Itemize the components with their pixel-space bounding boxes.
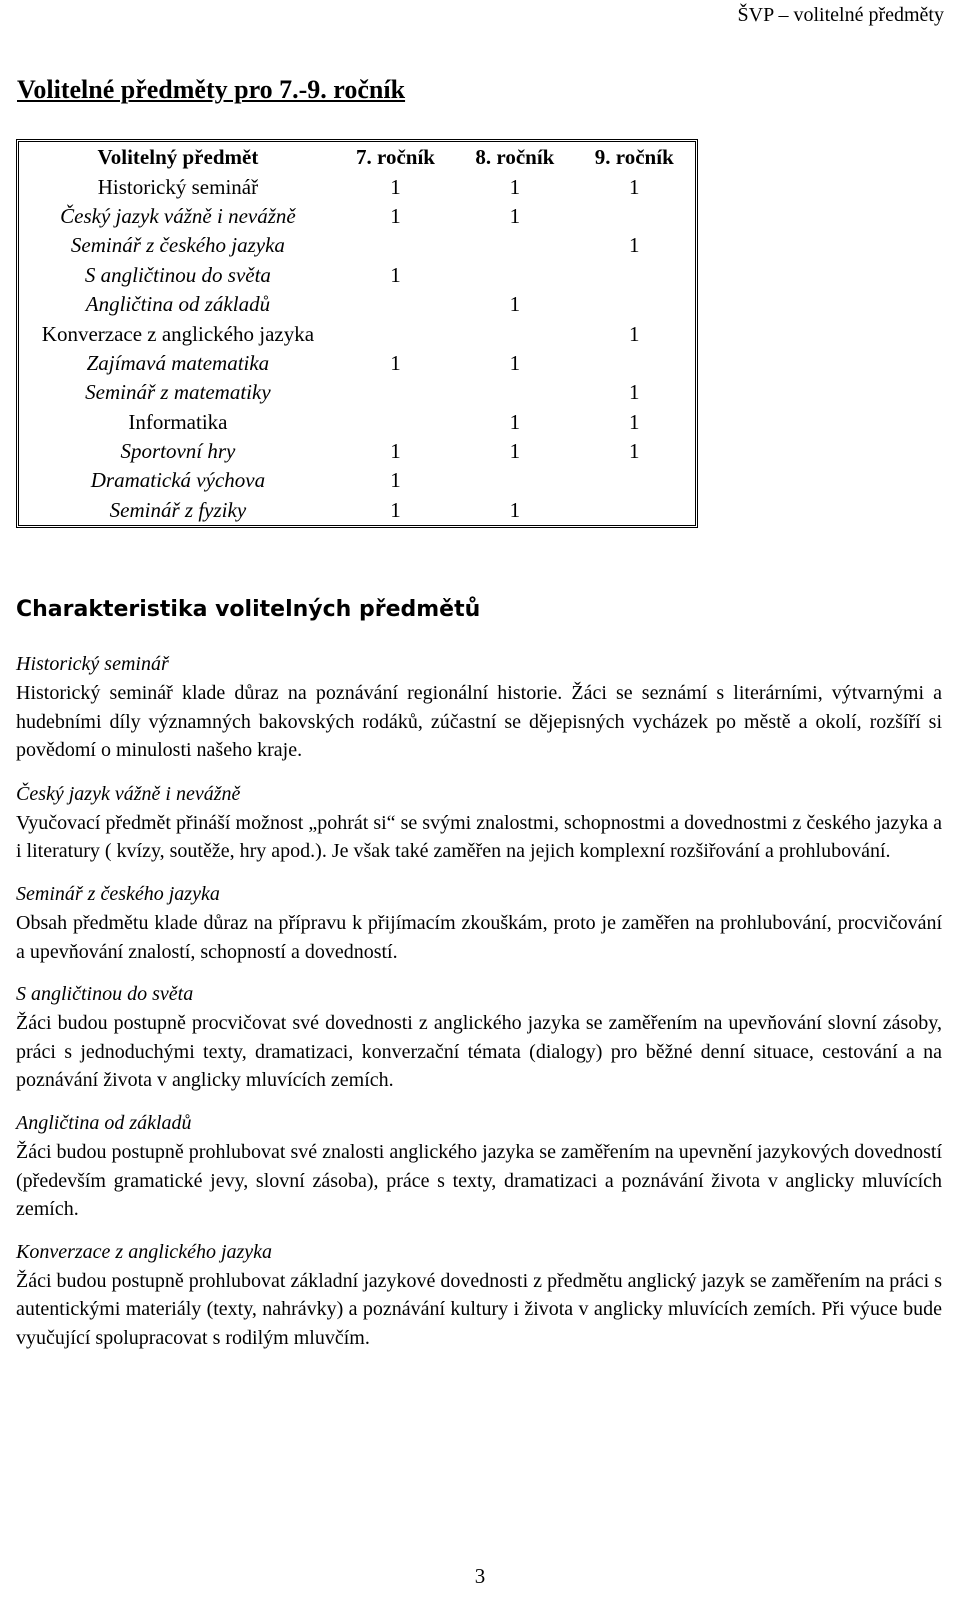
year-7-cell: 1 [390, 468, 401, 493]
subject-name: Seminář z matematiky [85, 380, 271, 405]
year-8-cell [455, 231, 574, 260]
subject-name: Seminář z fyziky [109, 497, 247, 522]
year-7-cell [336, 231, 455, 260]
year-7-cell [336, 408, 455, 437]
year-7-cell: 1 [390, 350, 401, 375]
year-9-cell: 1 [629, 174, 640, 199]
year-8-cell [455, 466, 574, 495]
year-7-cell [336, 378, 455, 407]
page-number: 3 [474, 1564, 486, 1588]
year-7-cell: 1 [390, 439, 401, 464]
subject-name: Konverzace z anglického jazyka [41, 321, 315, 346]
subject-name: S angličtinou do světa [84, 262, 271, 287]
column-header-year-7: 7. ročník [356, 145, 435, 170]
year-8-cell: 1 [509, 497, 521, 522]
description-anglictina-od-zakladu [16, 1109, 942, 1224]
subject-name: Angličtina od základů [85, 292, 271, 317]
year-8-cell: 1 [509, 203, 521, 228]
year-8-cell [455, 378, 574, 407]
description-text: Historický seminář klade důraz na poznávání regionální historie. Žáci se seznámí s literárními, výtvarnými a hudebními díly významných bakovských rodáků, zúčastní se dějepisných vycházek po městě a okolí, rozšíří si povědomí o minulosti našeho kraje. [16, 682, 942, 762]
year-8-cell: 1 [509, 350, 521, 375]
year-9-cell [575, 349, 694, 378]
description-title: Český jazyk vážně i nevážně [16, 782, 241, 805]
year-7-cell [336, 319, 455, 348]
table-row [20, 378, 694, 407]
description-title: Historický seminář [16, 653, 169, 675]
description-title: Konverzace z anglického jazyka [16, 1240, 273, 1263]
subject-name: Historický seminář [97, 174, 259, 199]
year-8-cell [455, 261, 574, 290]
year-7-cell: 1 [390, 174, 401, 199]
year-7-cell: 1 [390, 497, 401, 522]
year-8-cell: 1 [509, 409, 521, 434]
table-row [20, 408, 694, 437]
year-7-cell: 1 [390, 262, 401, 287]
table-row [20, 202, 694, 231]
table-row [20, 231, 694, 260]
table-row [20, 319, 694, 348]
table-row [20, 349, 694, 378]
subject-name: Český jazyk vážně i nevážně [60, 203, 296, 228]
year-9-cell [575, 290, 694, 319]
description-title: S angličtinou do světa [16, 983, 194, 1006]
subject-name: Sportovní hry [120, 439, 236, 464]
year-9-cell: 1 [629, 233, 640, 258]
year-7-cell: 1 [390, 203, 401, 228]
year-7-cell [336, 290, 455, 319]
year-9-cell [575, 261, 694, 290]
subjects-table [16, 139, 698, 528]
description-text: Žáci budou postupně prohlubovat své znalosti anglického jazyka se zaměřením na upevnění jazykových dovedností (především gramatické jevy, slovní zásoba), práce s texty, dramatizaci a poznávání života v anglicky mluvících zemích. [16, 1140, 942, 1221]
subjects-table-grid [20, 143, 694, 525]
table-row [20, 437, 694, 466]
description-title: Angličtina od základů [16, 1111, 192, 1134]
column-header-year-9: 9. ročník [594, 145, 674, 170]
year-8-cell: 1 [509, 439, 521, 464]
year-9-cell: 1 [629, 409, 640, 434]
table-row [20, 261, 694, 290]
subject-name: Dramatická výchova [90, 468, 266, 493]
subject-name: Zajímavá matematika [86, 350, 270, 375]
year-9-cell: 1 [629, 380, 640, 405]
year-9-cell [575, 466, 694, 495]
year-9-cell [575, 496, 694, 525]
description-cesky-jazyk [16, 780, 942, 866]
year-8-cell [455, 319, 574, 348]
year-8-cell: 1 [509, 292, 521, 317]
section-title: Charakteristika volitelných předmětů [16, 597, 481, 622]
description-historicky-seminar [16, 650, 942, 765]
running-header: ŠVP – volitelné předměty [737, 4, 944, 26]
description-s-anglictinou [16, 980, 942, 1095]
description-seminar-cesky-jazyk [16, 880, 942, 966]
description-text: Vyučovací předmět přináší možnost „pohrát si“ se svými znalostmi, schopnostmi a dovednostmi z českého jazyka a i literatury ( kvízy, soutěže, hry apod.). Je však také zaměřen na jejich komplexní rozšiřování a prohlubování. [16, 811, 942, 863]
table-row [20, 466, 694, 495]
year-8-cell: 1 [509, 174, 521, 199]
subject-name: Informatika [128, 409, 228, 434]
column-header-year-8: 8. ročník [475, 145, 555, 170]
year-9-cell: 1 [629, 321, 640, 346]
table-row [20, 172, 694, 201]
table-header-row [20, 143, 694, 172]
subject-descriptions [16, 650, 942, 1353]
description-konverzace [16, 1238, 942, 1353]
table-row [20, 290, 694, 319]
page-title: Volitelné předměty pro 7.-9. ročník [17, 75, 406, 104]
description-text: Obsah předmětu klade důraz na přípravu k přijímacím zkouškám, proto je zaměřen na prohlubování, procvičování a upevňování znalostí, schopností a dovedností. [16, 911, 942, 963]
year-9-cell: 1 [629, 439, 640, 464]
description-text: Žáci budou postupně prohlubovat základní jazykové dovednosti z předmětu anglický jazyk se zaměřením na práci s autentickými materiály (texty, nahrávky) a poznávání kultury i života v anglicky mluvících zemích. Při výuce bude vyučující spolupracovat s rodilým mluvčím. [16, 1269, 942, 1349]
description-text: Žáci budou postupně procvičovat své dovednosti z anglického jazyka se zaměřením na upevňování slovní zásoby, práci s jednoduchými texty, dramatizaci, konverzační témata (dialogy) pro běžné denní situace, cestování a na poznávání života v anglicky mluvících zemích. [16, 1012, 942, 1092]
description-title: Seminář z českého jazyka [16, 882, 220, 905]
year-9-cell [575, 202, 694, 231]
subject-name: Seminář z českého jazyka [70, 233, 285, 258]
table-row [20, 496, 694, 525]
column-header-subject: Volitelný předmět [97, 145, 259, 170]
